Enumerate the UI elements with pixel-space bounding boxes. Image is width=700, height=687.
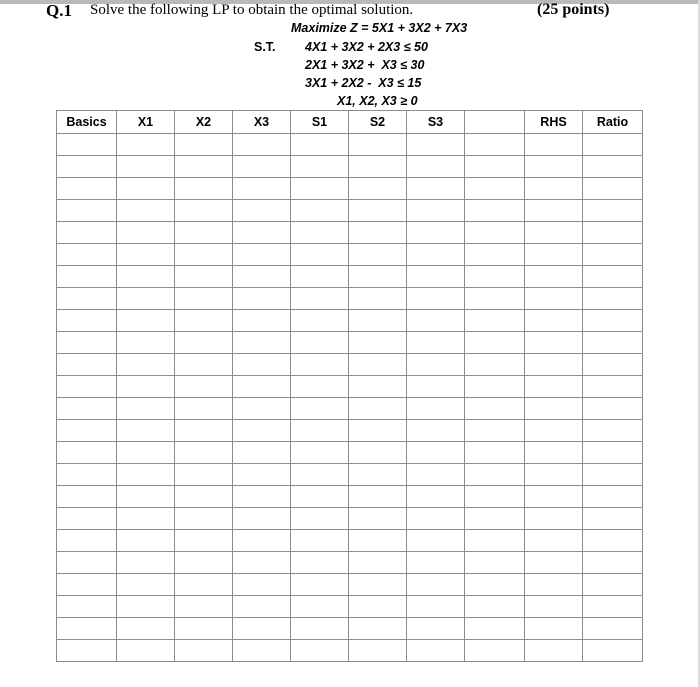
table-cell <box>233 552 291 574</box>
simplex-tableau <box>56 110 643 662</box>
table-cell <box>291 486 349 508</box>
table-cell <box>291 420 349 442</box>
table-cell <box>583 420 643 442</box>
table-cell <box>175 200 233 222</box>
table-cell <box>117 156 175 178</box>
table-cell <box>407 134 465 156</box>
table-cell <box>407 640 465 662</box>
table-cell <box>349 332 407 354</box>
constraint-1: 4X1 + 3X2 + 2X3 ≤ 50 <box>305 40 428 54</box>
table-cell <box>525 530 583 552</box>
table-cell <box>465 134 525 156</box>
table-cell <box>465 222 525 244</box>
table-cell <box>117 354 175 376</box>
question-instruction: Solve the following LP to obtain the optimal solution. <box>90 2 414 18</box>
table-cell <box>233 332 291 354</box>
table-cell <box>525 222 583 244</box>
table-cell <box>349 222 407 244</box>
table-cell <box>583 310 643 332</box>
table-row <box>57 442 643 464</box>
subject-to-label: S.T. <box>254 40 276 54</box>
table-cell <box>465 552 525 574</box>
table-cell <box>291 310 349 332</box>
table-cell <box>233 354 291 376</box>
table-cell <box>117 508 175 530</box>
table-cell <box>233 288 291 310</box>
table-row <box>57 508 643 530</box>
table-cell <box>291 288 349 310</box>
table-cell <box>349 420 407 442</box>
table-cell <box>117 552 175 574</box>
table-cell <box>233 200 291 222</box>
table-cell <box>525 354 583 376</box>
table-cell <box>233 222 291 244</box>
table-cell <box>117 134 175 156</box>
table-cell <box>117 574 175 596</box>
table-cell <box>465 398 525 420</box>
table-cell <box>525 420 583 442</box>
table-cell <box>465 178 525 200</box>
table-cell <box>465 266 525 288</box>
table-cell <box>291 354 349 376</box>
table-cell <box>583 618 643 640</box>
table-cell <box>57 420 117 442</box>
table-cell <box>291 596 349 618</box>
table-cell <box>57 574 117 596</box>
table-cell <box>407 222 465 244</box>
table-cell <box>233 134 291 156</box>
table-cell <box>117 464 175 486</box>
table-cell <box>525 552 583 574</box>
table-cell <box>291 442 349 464</box>
table-row <box>57 332 643 354</box>
table-cell <box>525 464 583 486</box>
table-cell <box>349 310 407 332</box>
table-cell <box>583 354 643 376</box>
table-row <box>57 398 643 420</box>
table-cell <box>583 530 643 552</box>
table-row <box>57 134 643 156</box>
table-cell <box>117 266 175 288</box>
table-cell <box>349 530 407 552</box>
table-cell <box>57 596 117 618</box>
table-row <box>57 222 643 244</box>
table-cell <box>465 244 525 266</box>
table-cell <box>117 618 175 640</box>
table-cell <box>117 596 175 618</box>
column-header-x3: X3 <box>233 111 291 134</box>
table-cell <box>525 486 583 508</box>
table-cell <box>349 486 407 508</box>
table-cell <box>117 288 175 310</box>
table-cell <box>349 442 407 464</box>
table-cell <box>175 178 233 200</box>
table-cell <box>117 178 175 200</box>
table-cell <box>57 244 117 266</box>
table-cell <box>465 530 525 552</box>
table-cell <box>117 244 175 266</box>
table-cell <box>175 640 233 662</box>
table-cell <box>57 442 117 464</box>
table-cell <box>175 574 233 596</box>
table-cell <box>465 464 525 486</box>
question-points: (25 points) <box>537 1 610 18</box>
table-cell <box>57 156 117 178</box>
table-cell <box>291 398 349 420</box>
table-cell <box>407 596 465 618</box>
table-cell <box>407 442 465 464</box>
table-cell <box>175 442 233 464</box>
table-cell <box>465 574 525 596</box>
table-cell <box>407 178 465 200</box>
table-row <box>57 640 643 662</box>
table-cell <box>291 376 349 398</box>
table-cell <box>291 156 349 178</box>
table-row <box>57 288 643 310</box>
table-cell <box>57 618 117 640</box>
table-cell <box>583 332 643 354</box>
table-cell <box>349 552 407 574</box>
table-cell <box>583 574 643 596</box>
table-cell <box>57 222 117 244</box>
table-cell <box>407 354 465 376</box>
table-cell <box>233 442 291 464</box>
table-cell <box>175 530 233 552</box>
table-row <box>57 530 643 552</box>
table-cell <box>291 574 349 596</box>
table-cell <box>233 266 291 288</box>
table-cell <box>583 156 643 178</box>
table-cell <box>349 134 407 156</box>
table-cell <box>175 464 233 486</box>
table-cell <box>175 486 233 508</box>
table-cell <box>525 398 583 420</box>
table-cell <box>525 134 583 156</box>
table-cell <box>117 332 175 354</box>
table-cell <box>525 596 583 618</box>
table-cell <box>57 376 117 398</box>
table-cell <box>583 398 643 420</box>
table-cell <box>525 618 583 640</box>
table-cell <box>233 486 291 508</box>
table-cell <box>117 398 175 420</box>
table-cell <box>349 574 407 596</box>
table-cell <box>349 376 407 398</box>
table-cell <box>583 596 643 618</box>
column-header-basics: Basics <box>57 111 117 134</box>
table-row <box>57 552 643 574</box>
column-header-blank <box>465 111 525 134</box>
table-cell <box>233 640 291 662</box>
table-row <box>57 596 643 618</box>
table-cell <box>233 618 291 640</box>
table-cell <box>349 266 407 288</box>
table-cell <box>291 530 349 552</box>
column-header-s2: S2 <box>349 111 407 134</box>
table-cell <box>583 178 643 200</box>
table-row <box>57 486 643 508</box>
table-cell <box>233 574 291 596</box>
table-cell <box>57 332 117 354</box>
table-cell <box>349 596 407 618</box>
table-cell <box>465 508 525 530</box>
table-cell <box>465 376 525 398</box>
table-cell <box>57 178 117 200</box>
table-cell <box>233 376 291 398</box>
table-cell <box>525 266 583 288</box>
table-cell <box>583 222 643 244</box>
table-cell <box>117 442 175 464</box>
table-cell <box>117 376 175 398</box>
table-cell <box>583 266 643 288</box>
table-cell <box>291 266 349 288</box>
table-cell <box>583 376 643 398</box>
table-cell <box>525 332 583 354</box>
table-cell <box>583 486 643 508</box>
table-row <box>57 178 643 200</box>
table-cell <box>525 244 583 266</box>
table-cell <box>465 596 525 618</box>
table-cell <box>525 310 583 332</box>
table-cell <box>117 640 175 662</box>
constraint-3: 3X1 + 2X2 - X3 ≤ 15 <box>305 76 422 90</box>
column-header-x1: X1 <box>117 111 175 134</box>
table-cell <box>175 354 233 376</box>
table-cell <box>465 200 525 222</box>
table-cell <box>583 640 643 662</box>
table-cell <box>349 640 407 662</box>
column-header-ratio: Ratio <box>583 111 643 134</box>
table-cell <box>291 640 349 662</box>
table-cell <box>407 530 465 552</box>
table-cell <box>57 464 117 486</box>
table-cell <box>525 442 583 464</box>
table-cell <box>117 222 175 244</box>
table-cell <box>349 618 407 640</box>
table-cell <box>465 332 525 354</box>
table-cell <box>117 530 175 552</box>
table-cell <box>407 464 465 486</box>
table-cell <box>349 178 407 200</box>
table-cell <box>407 332 465 354</box>
table-cell <box>57 354 117 376</box>
table-cell <box>175 508 233 530</box>
table-cell <box>291 134 349 156</box>
table-cell <box>291 200 349 222</box>
table-cell <box>117 486 175 508</box>
table-cell <box>175 398 233 420</box>
table-row <box>57 354 643 376</box>
table-cell <box>407 310 465 332</box>
table-cell <box>175 552 233 574</box>
table-cell <box>175 288 233 310</box>
table-cell <box>57 288 117 310</box>
table-row <box>57 244 643 266</box>
table-cell <box>465 640 525 662</box>
table-cell <box>525 574 583 596</box>
table-cell <box>583 464 643 486</box>
table-cell <box>175 266 233 288</box>
table-row <box>57 156 643 178</box>
table-cell <box>175 134 233 156</box>
table-cell <box>117 420 175 442</box>
table-cell <box>407 486 465 508</box>
table-cell <box>525 288 583 310</box>
constraint-2: 2X1 + 3X2 + X3 ≤ 30 <box>305 58 425 72</box>
table-cell <box>291 222 349 244</box>
column-header-x2: X2 <box>175 111 233 134</box>
table-cell <box>175 618 233 640</box>
table-row <box>57 574 643 596</box>
table-cell <box>233 310 291 332</box>
table-cell <box>291 332 349 354</box>
table-row <box>57 464 643 486</box>
table-cell <box>233 420 291 442</box>
table-cell <box>407 288 465 310</box>
table-cell <box>233 464 291 486</box>
table-cell <box>407 200 465 222</box>
table-cell <box>349 508 407 530</box>
table-cell <box>525 156 583 178</box>
table-cell <box>349 288 407 310</box>
table-cell <box>583 244 643 266</box>
table-cell <box>349 244 407 266</box>
table-cell <box>465 310 525 332</box>
column-header-s1: S1 <box>291 111 349 134</box>
table-cell <box>583 442 643 464</box>
table-cell <box>583 508 643 530</box>
table-cell <box>57 200 117 222</box>
table-cell <box>57 266 117 288</box>
table-cell <box>175 596 233 618</box>
table-row <box>57 420 643 442</box>
table-cell <box>407 244 465 266</box>
table-row <box>57 310 643 332</box>
table-cell <box>233 156 291 178</box>
table-cell <box>233 398 291 420</box>
objective-function: Maximize Z = 5X1 + 3X2 + 7X3 <box>291 21 468 35</box>
tableau-body <box>57 134 643 662</box>
table-cell <box>407 574 465 596</box>
table-row <box>57 200 643 222</box>
table-cell <box>583 134 643 156</box>
table-cell <box>465 288 525 310</box>
table-cell <box>117 310 175 332</box>
table-row <box>57 618 643 640</box>
table-cell <box>525 376 583 398</box>
table-cell <box>57 486 117 508</box>
table-cell <box>291 244 349 266</box>
table-cell <box>407 508 465 530</box>
table-cell <box>465 156 525 178</box>
table-cell <box>465 442 525 464</box>
table-cell <box>233 244 291 266</box>
table-cell <box>291 552 349 574</box>
table-cell <box>175 376 233 398</box>
table-cell <box>291 464 349 486</box>
table-cell <box>57 134 117 156</box>
table-cell <box>465 618 525 640</box>
nonnegativity-constraint: X1, X2, X3 ≥ 0 <box>337 94 418 108</box>
table-cell <box>349 354 407 376</box>
table-cell <box>57 552 117 574</box>
table-cell <box>407 376 465 398</box>
table-cell <box>57 310 117 332</box>
table-cell <box>465 486 525 508</box>
table-cell <box>291 178 349 200</box>
table-cell <box>291 618 349 640</box>
table-cell <box>57 530 117 552</box>
table-cell <box>525 640 583 662</box>
column-header-s3: S3 <box>407 111 465 134</box>
table-cell <box>291 508 349 530</box>
table-cell <box>407 618 465 640</box>
table-cell <box>57 640 117 662</box>
table-cell <box>583 200 643 222</box>
table-cell <box>57 398 117 420</box>
table-cell <box>175 332 233 354</box>
table-cell <box>407 552 465 574</box>
table-cell <box>175 310 233 332</box>
table-cell <box>233 530 291 552</box>
table-cell <box>349 464 407 486</box>
table-cell <box>407 156 465 178</box>
tableau-header-row <box>57 111 643 134</box>
table-cell <box>583 288 643 310</box>
table-cell <box>349 398 407 420</box>
table-cell <box>117 200 175 222</box>
table-cell <box>175 222 233 244</box>
table-cell <box>57 508 117 530</box>
table-cell <box>349 200 407 222</box>
table-cell <box>233 508 291 530</box>
table-cell <box>349 156 407 178</box>
table-cell <box>407 398 465 420</box>
table-cell <box>233 596 291 618</box>
table-cell <box>465 354 525 376</box>
column-header-rhs: RHS <box>525 111 583 134</box>
table-cell <box>583 552 643 574</box>
table-cell <box>525 178 583 200</box>
table-row <box>57 266 643 288</box>
table-cell <box>175 156 233 178</box>
table-row <box>57 376 643 398</box>
table-cell <box>525 200 583 222</box>
table-cell <box>407 420 465 442</box>
table-cell <box>465 420 525 442</box>
table-cell <box>407 266 465 288</box>
question-number: Q.1 <box>46 1 72 20</box>
table-cell <box>175 244 233 266</box>
table-cell <box>233 178 291 200</box>
table-cell <box>525 508 583 530</box>
table-cell <box>175 420 233 442</box>
